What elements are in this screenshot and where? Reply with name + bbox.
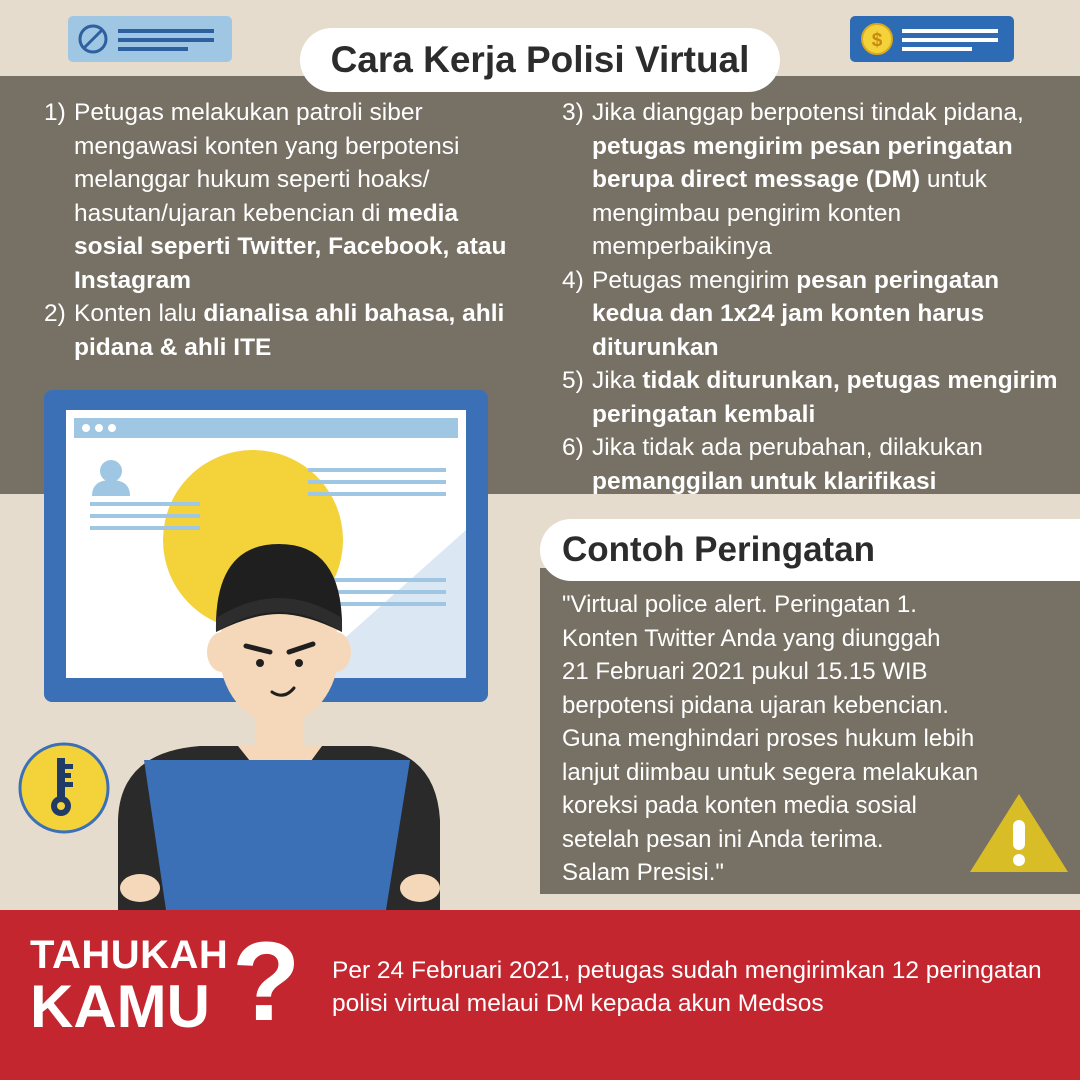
did-you-know-fact: Per 24 Februari 2021, petugas sudah mengirimkan 12 peringatan polisi virtual melaui DM kepada akun Medsos [332,957,1042,1017]
did-you-know-title [30,933,229,1040]
blocked-card [68,16,232,62]
step-text: Jika dianggap berpotensi tindak pidana, [592,99,1024,126]
step-item [562,264,1072,365]
example-heading-pill [540,519,1080,581]
step-number: 2) [44,300,66,327]
laptop [144,760,410,910]
step-item [44,297,534,364]
step-text-bold: tidak diturunkan, petugas mengirim peringatan kembali [592,367,1058,428]
step-number: 3) [562,99,584,126]
warning-icon [966,790,1072,876]
step-text: Petugas melakukan patroli siber mengawasi konten yang berpotensi melanggar hukum seperti hoaks/ hasutan/ujaran kebencian di [74,99,460,227]
step-number: 5) [562,367,584,394]
step-text: Konten lalu [74,300,204,327]
payment-card [850,16,1014,62]
steps-column-right [562,96,1072,498]
key-icon [18,742,110,834]
example-quote: "Virtual police alert. Peringatan 1. Konten Twitter Anda yang diunggah 21 Februari 2021 pukul 15.15 WIB berpotensi pidana ujaran kebencian. Guna menghindari proses hukum lebih lanjut diimbau untuk segera melakukan koreksi pada konten media sosial setelah pesan ini Anda terima. Salam Presisi." [562,591,979,886]
did-you-know-line1: TAHUKAH [30,933,229,977]
question-mark: ? [232,919,301,1044]
step-item [562,364,1072,431]
step-text-bold: petugas mengirim pesan peringatan berupa direct message (DM) [592,132,1013,193]
step-number: 6) [562,434,584,461]
step-text-bold: dianalisa ahli bahasa, ahli pidana & ahli ITE [74,300,505,361]
step-item [562,431,1072,498]
example-heading: Contoh Peringatan [562,530,876,569]
step-number: 4) [562,266,584,294]
step-text-bold: media sosial seperti Twitter, Facebook, atau Instagram [74,199,507,294]
step-text: Petugas mengirim [592,266,797,294]
step-text: Jika tidak ada perubahan, dilakukan [592,434,983,461]
step-text-bold: pesan peringatan kedua dan 1x24 jam konten harus diturunkan [592,266,1000,361]
page-title: Cara Kerja Polisi Virtual [330,39,750,80]
step-number: 1) [44,99,66,126]
block-icon [68,16,232,62]
step-text-bold: pemanggilan untuk klarifikasi [592,467,937,495]
coin-icon [850,16,1014,62]
svg-text:$: $ [871,30,883,51]
step-item [44,96,534,297]
step-text: untuk mengimbau pengirim konten memperbaikinya [592,166,987,260]
steps-column-left [44,96,534,364]
step-text: Jika [592,367,643,394]
did-you-know-line2: KAMU [30,973,210,1040]
title-pill [300,28,780,92]
step-item [562,96,1072,264]
